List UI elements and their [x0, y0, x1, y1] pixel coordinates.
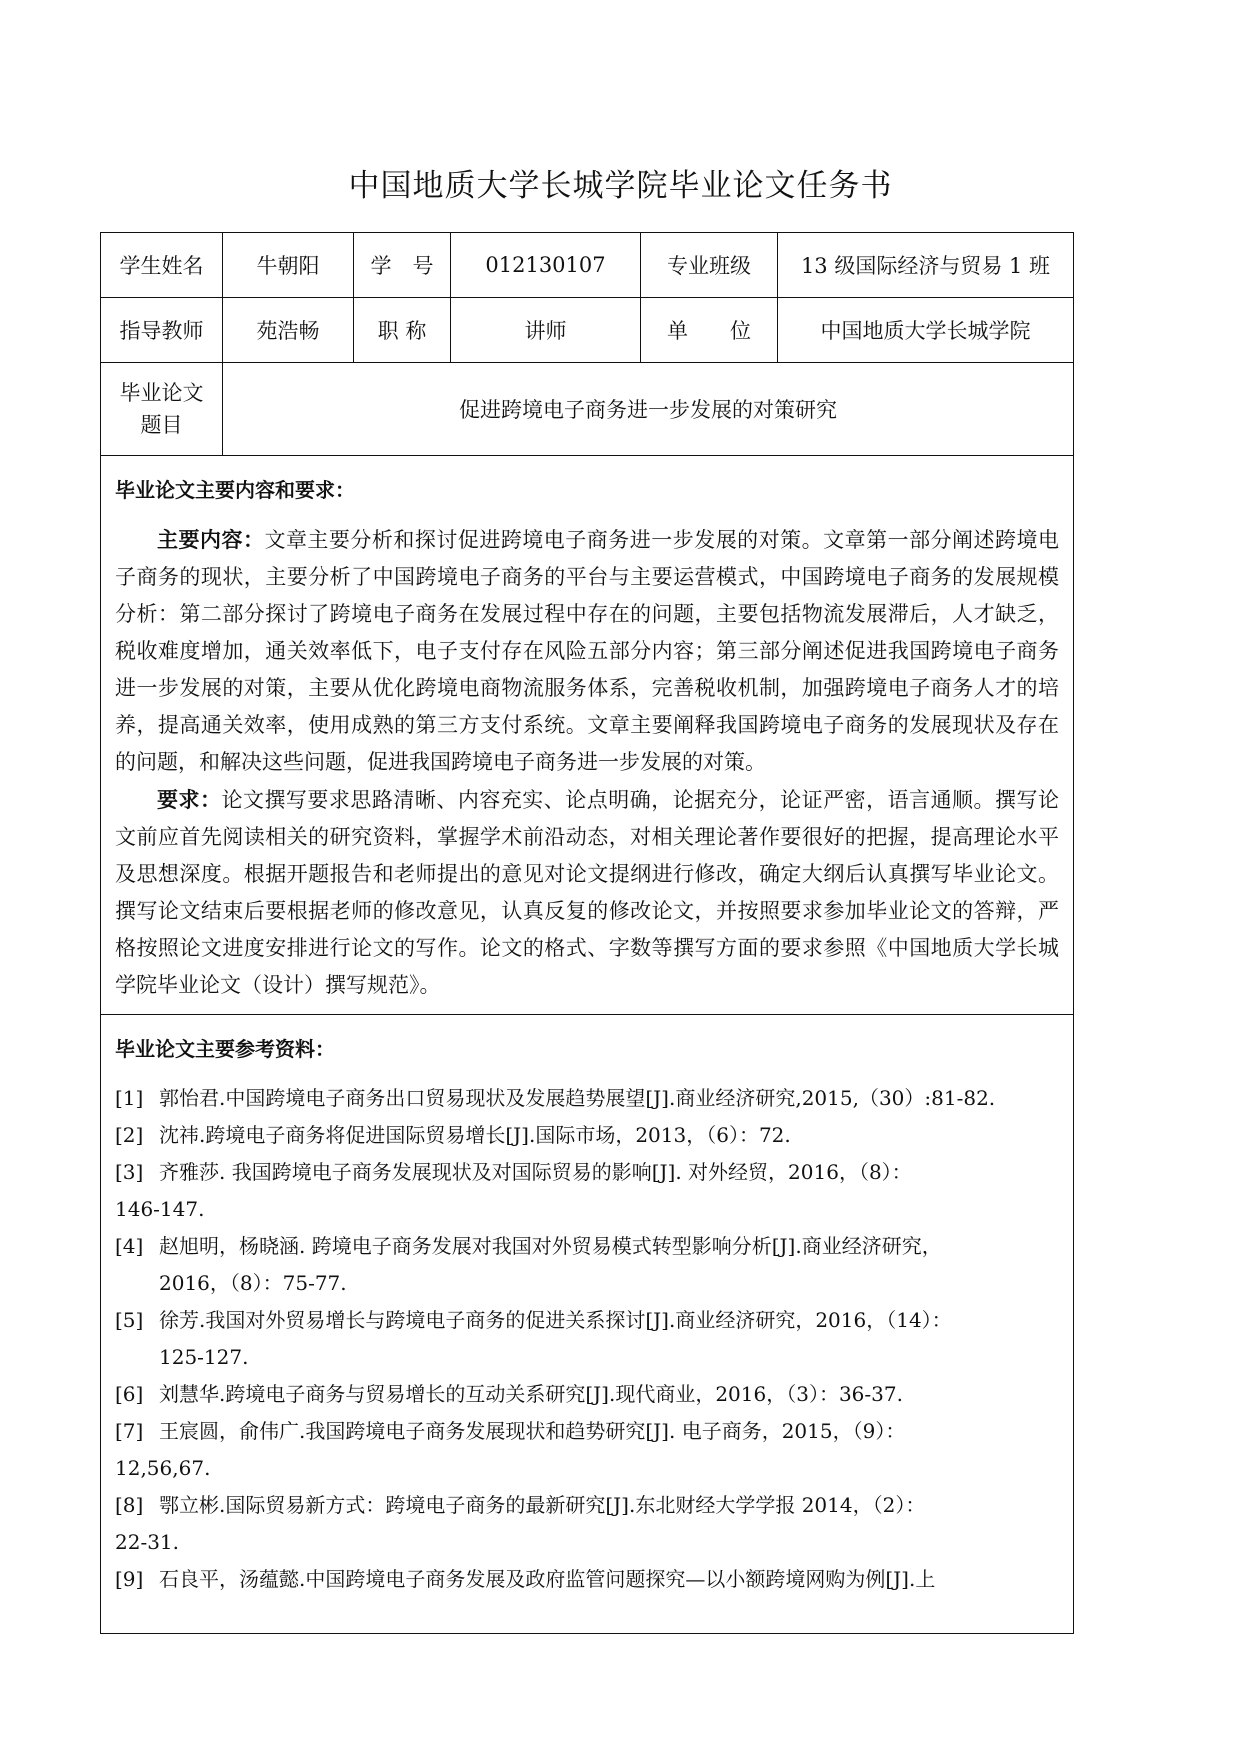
reference-number: [4] [115, 1234, 144, 1258]
major-class-value: 13 级国际经济与贸易 1 班 [778, 233, 1074, 298]
requirements-label: 要求： [157, 787, 222, 812]
reference-item [115, 1487, 1059, 1561]
requirements-paragraph [115, 781, 1059, 1004]
main-content-paragraph [115, 521, 1059, 781]
main-content-text: 文章主要分析和探讨促进跨境电子商务进一步发展的对策。文章第一部分阐述跨境电子商务的现状，主要分析了中国跨境电子商务的平台与主要运营模式，中国跨境电子商务的发展规模分析：第二部分探讨了跨境电子商务在发展过程中存在的问题，主要包括物流发展滞后，人才缺乏，税收难度增加，通关效率低下，电子支付存在风险五部分内容；第三部分阐述促进我国跨境电子商务进一步发展的对策，主要从优化跨境电商物流服务体系，完善税收机制，加强跨境电子商务人才的培养，提高通关效率，使用成熟的第三方支付系统。文章主要阐释我国跨境电子商务的发展现状及存在的问题，和解决这些问题，促进我国跨境电子商务进一步发展的对策。 [115, 528, 1060, 774]
requirements-text: 论文撰写要求思路清晰、内容充实、论点明确，论据充分，论证严密，语言通顺。撰写论文前应首先阅读相关的研究资料，掌握学术前沿动态，对相关理论著作要很好的把握，提高理论水平及思想深度。根据开题报告和老师提出的意见对论文提纲进行修改，确定大纲后认真撰写毕业论文。撰写论文结束后要根据老师的修改意见，认真反复的修改论文，并按照要求参加毕业论文的答辩，严格按照论文进度安排进行论文的写作。论文的格式、字数等撰写方面的要求参照《中国地质大学长城学院毕业论文（设计）撰写规范》。 [115, 788, 1060, 997]
student-info-row [101, 233, 1074, 298]
reference-text-continued: 22-31. [115, 1530, 180, 1554]
references-heading: 毕业论文主要参考资料： [115, 1037, 335, 1061]
reference-text: 王宸圆，俞伟广.我国跨境电子商务发展现状和趋势研究[J]. 电子商务，2015，（9）： [159, 1419, 906, 1443]
reference-text: 鄂立彬.国际贸易新方式：跨境电子商务的最新研究[J].东北财经大学学报 2014，（2）： [159, 1493, 926, 1517]
reference-number: [6] [115, 1382, 144, 1406]
reference-text-continued: 12,56,67. [115, 1456, 211, 1480]
task-form-table [100, 232, 1074, 1634]
reference-number: [8] [115, 1493, 144, 1517]
reference-item [115, 1561, 1059, 1598]
reference-text-continued: 125-127. [159, 1345, 249, 1369]
reference-item [115, 1413, 1059, 1487]
content-row [101, 456, 1074, 1015]
reference-number: [7] [115, 1419, 144, 1443]
reference-text: 沈祎.跨境电子商务将促进国际贸易增长[J].国际市场，2013，（6）：72. [159, 1123, 791, 1147]
reference-item [115, 1154, 1059, 1228]
content-section [101, 456, 1074, 1015]
advisor-value: 苑浩畅 [223, 298, 354, 363]
thesis-title-row [101, 363, 1074, 456]
student-name-label: 学生姓名 [101, 233, 223, 298]
reference-text: 齐雅莎. 我国跨境电子商务发展现状及对国际贸易的影响[J]. 对外经贸，2016，（8）： [159, 1160, 912, 1184]
reference-text-continued: 2016，（8）：75-77. [159, 1271, 347, 1295]
reference-text: 徐芳.我国对外贸易增长与跨境电子商务的促进关系探讨[J].商业经济研究，2016，（14）： [159, 1308, 952, 1332]
content-heading: 毕业论文主要内容和要求： [115, 478, 355, 502]
reference-item [115, 1376, 1059, 1413]
reference-text: 刘慧华.跨境电子商务与贸易增长的互动关系研究[J].现代商业，2016，（3）：36-37. [159, 1382, 903, 1406]
reference-text: 郭怡君.中国跨境电子商务出口贸易现状及发展趋势展望[J].商业经济研究,2015,（30）:81-82. [159, 1086, 996, 1110]
advisor-info-row [101, 298, 1074, 363]
reference-item [115, 1080, 1059, 1117]
thesis-title-label [101, 363, 223, 456]
title-rank-value: 讲师 [451, 298, 641, 363]
reference-item [115, 1228, 1059, 1302]
reference-text: 石良平，汤蕴懿.中国跨境电子商务发展及政府监管问题探究—以小额跨境网购为例[J].上 [159, 1567, 936, 1591]
thesis-title-label-line1: 毕业论文 [119, 381, 204, 405]
major-class-label: 专业班级 [641, 233, 778, 298]
references-row [101, 1015, 1074, 1634]
reference-item [115, 1302, 1059, 1376]
unit-label: 单 位 [641, 298, 778, 363]
advisor-label: 指导教师 [101, 298, 223, 363]
reference-number: [5] [115, 1308, 144, 1332]
unit-value: 中国地质大学长城学院 [778, 298, 1074, 363]
main-content-label: 主要内容： [157, 527, 265, 552]
reference-text-continued: 146-147. [115, 1197, 205, 1221]
reference-number: [9] [115, 1567, 144, 1591]
student-name-value: 牛朝阳 [223, 233, 354, 298]
reference-text: 赵旭明，杨晓涵. 跨境电子商务发展对我国对外贸易模式转型影响分析[J].商业经济研究， [159, 1234, 942, 1258]
page-title: 中国地质大学长城学院毕业论文任务书 [348, 168, 893, 204]
thesis-title-label-line2: 题目 [140, 413, 183, 437]
references-section [101, 1015, 1074, 1634]
reference-number: [3] [115, 1160, 144, 1184]
thesis-title-value: 促进跨境电子商务进一步发展的对策研究 [223, 363, 1074, 456]
reference-list [115, 1080, 1059, 1598]
reference-number: [2] [115, 1123, 144, 1147]
reference-item [115, 1117, 1059, 1154]
reference-number: [1] [115, 1086, 144, 1110]
student-id-label: 学 号 [354, 233, 451, 298]
student-id-value: 012130107 [451, 233, 641, 298]
title-rank-label: 职 称 [354, 298, 451, 363]
